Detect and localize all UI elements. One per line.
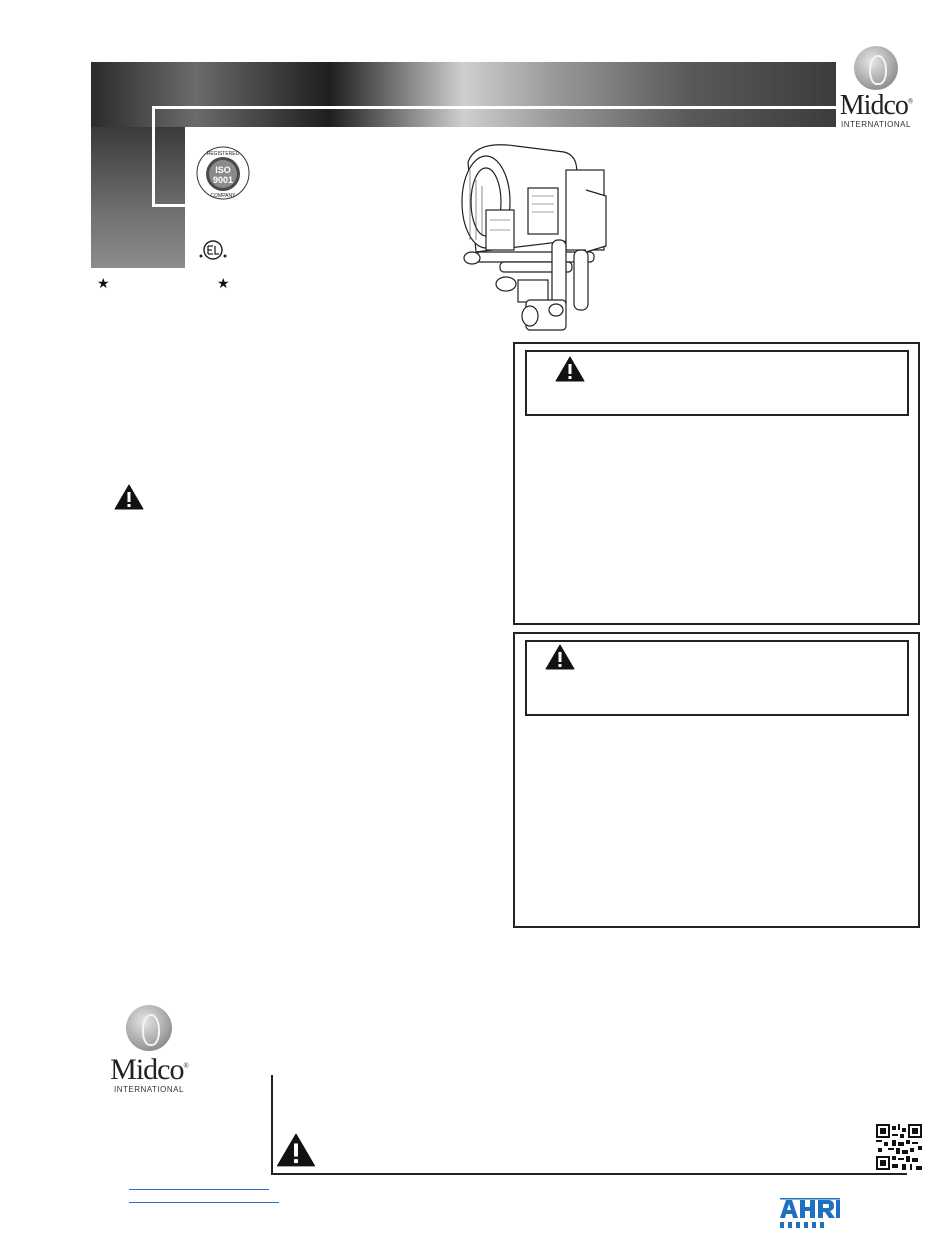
warning-triangle-icon (114, 484, 144, 510)
registered-mark: ® (907, 97, 913, 106)
star-icon: ★ (97, 275, 110, 291)
banner-frame-line (152, 204, 185, 207)
warning-triangle-icon (545, 644, 575, 670)
warning-box (513, 342, 920, 625)
midco-logo (838, 46, 914, 129)
header-side-band (91, 127, 185, 268)
warning-box (513, 632, 920, 928)
warning-header (525, 640, 909, 716)
warning-triangle-icon (276, 1133, 316, 1167)
banner-frame-line (152, 106, 836, 109)
logo-subtitle: INTERNATIONAL (114, 1085, 184, 1094)
hyperlink-underline[interactable] (129, 1189, 269, 1190)
banner-frame-line (185, 127, 836, 130)
midco-logo (106, 1005, 192, 1094)
iso-top-text: REGISTERED (206, 151, 240, 157)
flame-icon (126, 1005, 172, 1051)
footer-divider (271, 1173, 907, 1175)
banner-frame-line (152, 106, 155, 206)
logo-wordmark: Midco® (839, 90, 913, 121)
warning-triangle-icon (555, 356, 585, 382)
iso-text: ISO (215, 165, 231, 175)
warning-header (525, 350, 909, 416)
power-burner-illustration (456, 140, 616, 336)
logo-subtitle: INTERNATIONAL (841, 120, 911, 129)
logo-wordmark: Midco® (110, 1053, 188, 1086)
flame-icon (854, 46, 898, 90)
footer-divider (271, 1075, 273, 1174)
header-banner (91, 62, 836, 127)
registered-mark: ® (183, 1062, 188, 1070)
star-icon: ★ (217, 275, 230, 291)
iso-bottom-text: COMPANY (210, 193, 236, 199)
etl-listed-badge-icon (198, 238, 228, 262)
iso-number-text: 9001 (212, 175, 234, 185)
hyperlink-underline[interactable] (129, 1202, 279, 1203)
iso-9001-badge-icon (196, 146, 250, 200)
qr-code-icon[interactable] (876, 1124, 922, 1170)
ahri-member-logo (778, 1196, 840, 1230)
